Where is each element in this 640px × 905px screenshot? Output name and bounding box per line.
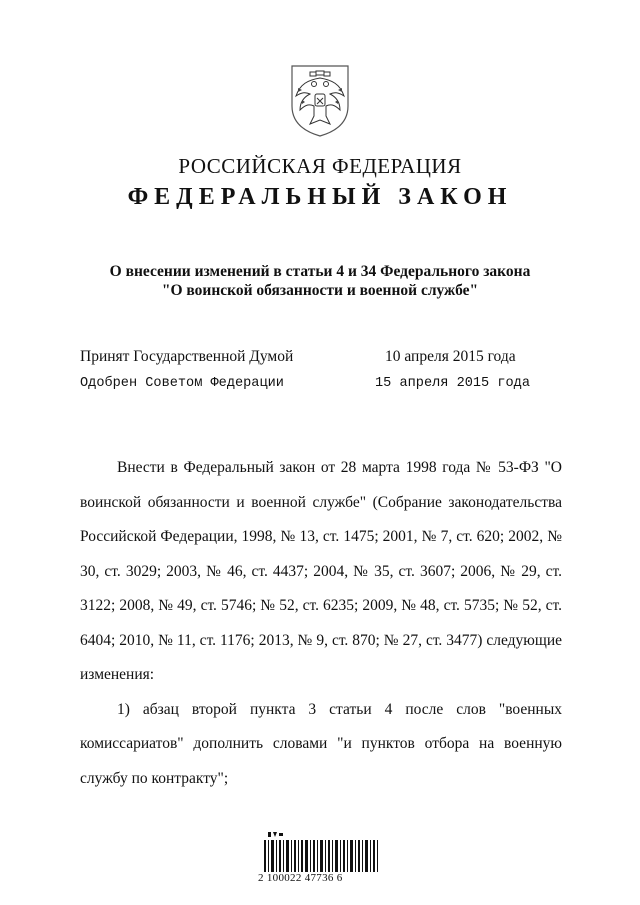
duma-adoption-date: 10 апреля 2015 года: [385, 348, 516, 365]
law-title: [0, 262, 640, 300]
amendment-item-1: 1) абзац второй пункта 3 статьи 4 после слов "военных комиссариатов" дополнить словами "и пунктов отбора на военную службу по контракту";: [80, 700, 562, 787]
intro-paragraph: Внести в Федеральный закон от 28 марта 1998 года № 53-ФЗ "О воинской обязанности и военной службе" (Собрание законодательства Российской Федерации, 1998, № 13, ст. 1475; 2001, № 7, ст. 620; 2002, № 30, ст. 3029; 2003, № 46, ст. 4437; 2004, № 35, ст. 3607; 2006, № 29, ст. 3122; 2008, № 49, ст. 5746; № 52, ст. 6235; 2009, № 48, ст. 5735; № 52, ст. 6404; 2010, № 11, ст. 1176; 2013, № 9, ст. 870; № 27, ст. 3477) следующие изменения:: [80, 459, 562, 683]
law-body: [80, 451, 562, 796]
law-title-line-1: О внесении изменений в статьи 4 и 34 Федерального закона: [109, 263, 531, 280]
duma-adoption-label: Принят Государственной Думой: [80, 348, 294, 365]
barcode-icon: [262, 830, 380, 874]
country-heading: РОССИЙСКАЯ ФЕДЕРАЦИЯ: [178, 154, 462, 178]
council-approval-label: Одобрен Советом Федерации: [80, 376, 284, 391]
barcode-number: 2 100022 47736 6: [258, 872, 343, 884]
document-type-heading: ФЕДЕРАЛЬНЫЙ ЗАКОН: [127, 184, 513, 210]
law-title-line-2: "О воинской обязанности и военной службе": [161, 282, 479, 299]
council-approval-date: 15 апреля 2015 года: [375, 376, 530, 391]
state-emblem-icon: [288, 62, 352, 138]
